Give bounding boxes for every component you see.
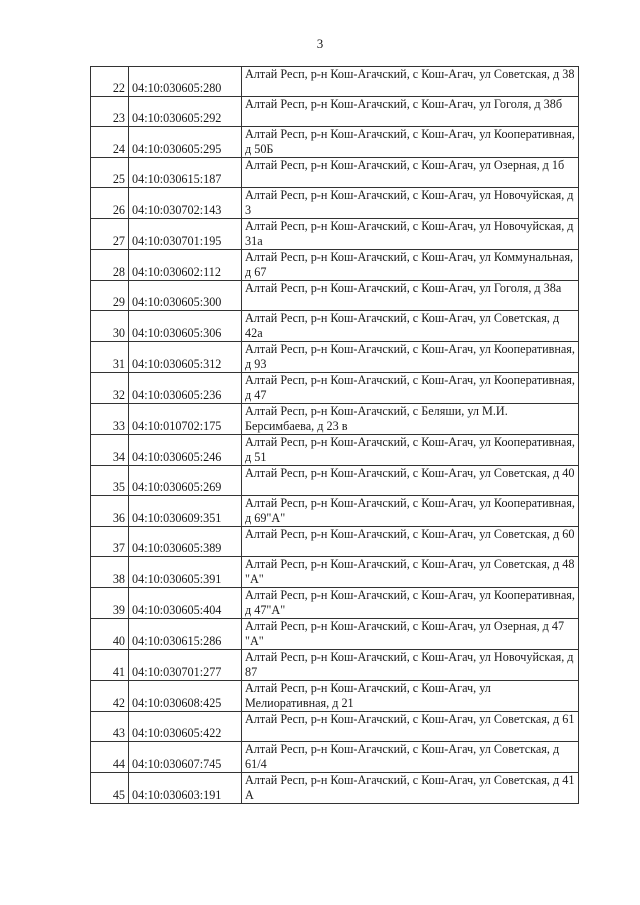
cadastral-number: 04:10:030605:306 xyxy=(129,311,242,342)
row-number: 41 xyxy=(91,650,129,681)
row-number: 36 xyxy=(91,496,129,527)
row-number: 38 xyxy=(91,557,129,588)
table-row xyxy=(91,67,579,97)
address: Алтай Респ, р-н Кош-Агачский, с Кош-Агач, ул Советская, д 38 xyxy=(242,67,579,97)
table-row xyxy=(91,466,579,496)
cadastral-number: 04:10:030701:277 xyxy=(129,650,242,681)
table-row xyxy=(91,496,579,527)
cadastral-number: 04:10:030609:351 xyxy=(129,496,242,527)
row-number: 22 xyxy=(91,67,129,97)
row-number: 32 xyxy=(91,373,129,404)
row-number: 43 xyxy=(91,712,129,742)
row-number: 24 xyxy=(91,127,129,158)
table-row xyxy=(91,404,579,435)
table-row xyxy=(91,127,579,158)
table-row xyxy=(91,650,579,681)
address: Алтай Респ, р-н Кош-Агачский, с Кош-Агач, ул Новочуйская, д 31а xyxy=(242,219,579,250)
table-row xyxy=(91,773,579,804)
cadastral-number: 04:10:030605:391 xyxy=(129,557,242,588)
table-row xyxy=(91,158,579,188)
table-row xyxy=(91,527,579,557)
address: Алтай Респ, р-н Кош-Агачский, с Кош-Агач, ул Советская, д 61/4 xyxy=(242,742,579,773)
cadastral-number: 04:10:030605:312 xyxy=(129,342,242,373)
cadastral-number: 04:10:030605:422 xyxy=(129,712,242,742)
row-number: 39 xyxy=(91,588,129,619)
table-row xyxy=(91,681,579,712)
row-number: 34 xyxy=(91,435,129,466)
address: Алтай Респ, р-н Кош-Агачский, с Кош-Агач, ул Мелиоративная, д 21 xyxy=(242,681,579,712)
address: Алтай Респ, р-н Кош-Агачский, с Кош-Агач, ул Кооперативная, д 51 xyxy=(242,435,579,466)
table-row xyxy=(91,97,579,127)
table-row xyxy=(91,619,579,650)
row-number: 26 xyxy=(91,188,129,219)
row-number: 28 xyxy=(91,250,129,281)
row-number: 35 xyxy=(91,466,129,496)
address: Алтай Респ, р-н Кош-Агачский, с Кош-Агач, ул Кооперативная, д 47"А" xyxy=(242,588,579,619)
address: Алтай Респ, р-н Кош-Агачский, с Кош-Агач, ул Новочуйская, д 3 xyxy=(242,188,579,219)
table-row xyxy=(91,712,579,742)
row-number: 23 xyxy=(91,97,129,127)
address: Алтай Респ, р-н Кош-Агачский, с Кош-Агач, ул Советская, д 61 xyxy=(242,712,579,742)
table-row xyxy=(91,557,579,588)
table-row xyxy=(91,342,579,373)
row-number: 30 xyxy=(91,311,129,342)
cadastral-number: 04:10:030607:745 xyxy=(129,742,242,773)
row-number: 45 xyxy=(91,773,129,804)
table-body xyxy=(91,67,579,804)
table-row xyxy=(91,435,579,466)
cadastral-number: 04:10:030615:286 xyxy=(129,619,242,650)
cadastral-number: 04:10:030702:143 xyxy=(129,188,242,219)
row-number: 27 xyxy=(91,219,129,250)
cadastral-number: 04:10:030608:425 xyxy=(129,681,242,712)
cadastral-number: 04:10:030605:236 xyxy=(129,373,242,404)
table-row xyxy=(91,281,579,311)
table-row xyxy=(91,219,579,250)
address: Алтай Респ, р-н Кош-Агачский, с Кош-Агач, ул Советская, д 60 xyxy=(242,527,579,557)
row-number: 31 xyxy=(91,342,129,373)
address: Алтай Респ, р-н Кош-Агачский, с Кош-Агач, ул Советская, д 48 "А" xyxy=(242,557,579,588)
table-row xyxy=(91,373,579,404)
cadastral-number: 04:10:010702:175 xyxy=(129,404,242,435)
cadastral-number: 04:10:030605:269 xyxy=(129,466,242,496)
cadastral-number: 04:10:030603:191 xyxy=(129,773,242,804)
row-number: 42 xyxy=(91,681,129,712)
cadastral-number: 04:10:030605:300 xyxy=(129,281,242,311)
cadastral-number: 04:10:030605:246 xyxy=(129,435,242,466)
row-number: 40 xyxy=(91,619,129,650)
address: Алтай Респ, р-н Кош-Агачский, с Кош-Агач, ул Советская, д 41 А xyxy=(242,773,579,804)
address: Алтай Респ, р-н Кош-Агачский, с Кош-Агач, ул Озерная, д 1б xyxy=(242,158,579,188)
table-row xyxy=(91,742,579,773)
cadastral-number: 04:10:030602:112 xyxy=(129,250,242,281)
row-number: 25 xyxy=(91,158,129,188)
table-row xyxy=(91,250,579,281)
cadastral-number: 04:10:030605:404 xyxy=(129,588,242,619)
address: Алтай Респ, р-н Кош-Агачский, с Кош-Агач, ул Советская, д 42а xyxy=(242,311,579,342)
cadastral-number: 04:10:030605:292 xyxy=(129,97,242,127)
address: Алтай Респ, р-н Кош-Агачский, с Кош-Агач, ул Кооперативная, д 47 xyxy=(242,373,579,404)
address: Алтай Респ, р-н Кош-Агачский, с Кош-Агач, ул Советская, д 40 xyxy=(242,466,579,496)
row-number: 33 xyxy=(91,404,129,435)
address: Алтай Респ, р-н Кош-Агачский, с Кош-Агач, ул Кооперативная, д 69"А" xyxy=(242,496,579,527)
cadastral-number: 04:10:030605:389 xyxy=(129,527,242,557)
cadastral-number: 04:10:030605:295 xyxy=(129,127,242,158)
cadastral-number: 04:10:030615:187 xyxy=(129,158,242,188)
address: Алтай Респ, р-н Кош-Агачский, с Кош-Агач, ул Новочуйская, д 87 xyxy=(242,650,579,681)
address: Алтай Респ, р-н Кош-Агачский, с Беляши, ул М.И. Берсимбаева, д 23 в xyxy=(242,404,579,435)
address: Алтай Респ, р-н Кош-Агачский, с Кош-Агач, ул Гоголя, д 38а xyxy=(242,281,579,311)
address: Алтай Респ, р-н Кош-Агачский, с Кош-Агач, ул Озерная, д 47 "А" xyxy=(242,619,579,650)
address: Алтай Респ, р-н Кош-Агачский, с Кош-Агач, ул Гоголя, д 38б xyxy=(242,97,579,127)
row-number: 44 xyxy=(91,742,129,773)
page-number: 3 xyxy=(316,36,324,51)
address: Алтай Респ, р-н Кош-Агачский, с Кош-Агач, ул Коммунальная, д 67 xyxy=(242,250,579,281)
property-table xyxy=(90,66,579,804)
cadastral-number: 04:10:030605:280 xyxy=(129,67,242,97)
row-number: 37 xyxy=(91,527,129,557)
address: Алтай Респ, р-н Кош-Агачский, с Кош-Агач, ул Кооперативная, д 93 xyxy=(242,342,579,373)
row-number: 29 xyxy=(91,281,129,311)
cadastral-number: 04:10:030701:195 xyxy=(129,219,242,250)
address: Алтай Респ, р-н Кош-Агачский, с Кош-Агач, ул Кооперативная, д 50Б xyxy=(242,127,579,158)
table-row xyxy=(91,188,579,219)
table-row xyxy=(91,588,579,619)
table-row xyxy=(91,311,579,342)
